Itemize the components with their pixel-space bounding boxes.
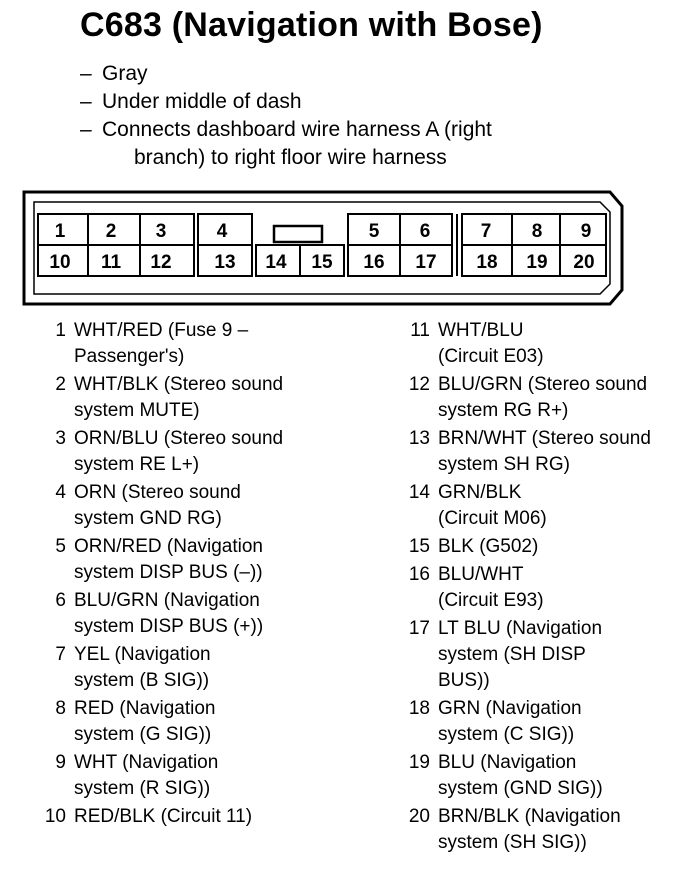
pin-number: 7 xyxy=(55,644,66,665)
pin-item xyxy=(34,588,364,640)
cavity-number: 15 xyxy=(311,252,333,273)
note-text: Gray xyxy=(102,62,148,85)
note-color xyxy=(80,60,622,88)
pin-description: GRN (Navigation system (C SIG)) xyxy=(438,698,582,745)
page-title: C683 (Navigation with Bose) xyxy=(80,6,543,44)
pin-item xyxy=(34,480,364,532)
cavity-number: 17 xyxy=(415,252,437,273)
note-line-2: branch) to right floor wire harness xyxy=(134,146,447,169)
cavity-number: 12 xyxy=(150,252,172,273)
pin-item xyxy=(398,696,684,748)
pin-number: 15 xyxy=(408,536,430,557)
pin-description: BLU/WHT (Circuit E93) xyxy=(438,564,544,611)
note-text xyxy=(102,116,622,172)
pin-number: 6 xyxy=(55,590,66,611)
pin-item xyxy=(34,804,364,830)
cavity-number: 1 xyxy=(54,221,66,242)
pin-number: 4 xyxy=(55,482,66,503)
pin-item xyxy=(398,534,684,560)
pin-item xyxy=(34,426,364,478)
pin-item xyxy=(398,804,684,856)
pin-number: 9 xyxy=(55,752,66,773)
cavity-number: 11 xyxy=(100,252,122,273)
cavity-number: 5 xyxy=(368,221,380,242)
pin-description: BLU/GRN (Navigation system DISP BUS (+)) xyxy=(74,590,264,637)
pin-item xyxy=(398,750,684,802)
pin-description: WHT/RED (Fuse 9 – Passenger's) xyxy=(74,320,249,367)
pin-number: 10 xyxy=(44,806,66,827)
cavity-number: 16 xyxy=(363,252,385,273)
pin-description: WHT/BLK (Stereo sound system MUTE) xyxy=(74,374,284,421)
cavity-number: 19 xyxy=(526,252,548,273)
pin-description: RED (Navigation system (G SIG)) xyxy=(74,698,216,745)
pin-number: 14 xyxy=(408,482,430,503)
pin-number: 2 xyxy=(55,374,66,395)
pin-number: 17 xyxy=(408,618,430,639)
note-connects xyxy=(80,116,622,172)
connector-diagram xyxy=(0,186,688,316)
pin-item xyxy=(398,318,684,370)
cavity-number: 6 xyxy=(419,221,431,242)
pin-description: BRN/WHT (Stereo sound system SH RG) xyxy=(438,428,651,475)
pin-number: 12 xyxy=(408,374,430,395)
note-dash: – xyxy=(80,90,92,113)
cavity-number: 7 xyxy=(480,221,492,242)
pin-item xyxy=(398,372,684,424)
cavity-number: 20 xyxy=(573,252,595,273)
pin-number: 19 xyxy=(408,752,430,773)
cavity-number: 2 xyxy=(105,221,117,242)
pin-item xyxy=(34,642,364,694)
cavity-number: 4 xyxy=(216,221,228,242)
connector-inner-outline xyxy=(34,202,610,294)
pin-item xyxy=(34,534,364,586)
cavity-number: 8 xyxy=(531,221,543,242)
note-line-1: Connects dashboard wire harness A (right xyxy=(102,118,492,141)
pin-item xyxy=(398,426,684,478)
pin-description: ORN/BLU (Stereo sound system RE L+) xyxy=(74,428,284,475)
pin-list-left xyxy=(34,318,364,832)
pin-number: 3 xyxy=(55,428,66,449)
connector-notes xyxy=(80,60,622,172)
pin-description: WHT (Navigation system (R SIG)) xyxy=(74,752,219,799)
lock-tab xyxy=(274,226,322,242)
note-dash: – xyxy=(80,62,92,85)
pin-item xyxy=(398,562,684,614)
pin-number: 20 xyxy=(408,806,430,827)
pin-description: WHT/BLU (Circuit E03) xyxy=(438,320,544,367)
note-text: Under middle of dash xyxy=(102,90,302,113)
pin-description: ORN/RED (Navigation system DISP BUS (–)) xyxy=(74,536,263,583)
pin-item xyxy=(398,616,684,694)
cavity-number: 9 xyxy=(580,221,592,242)
pin-description: GRN/BLK (Circuit M06) xyxy=(438,482,547,529)
pin-description: BLU (Navigation system (GND SIG)) xyxy=(438,752,603,799)
pin-item xyxy=(398,480,684,532)
pin-description: ORN (Stereo sound system GND RG) xyxy=(74,482,241,529)
pin-number: 18 xyxy=(408,698,430,719)
cavity-number: 3 xyxy=(155,221,167,242)
connector-housing xyxy=(24,192,622,304)
pin-number: 13 xyxy=(408,428,430,449)
pin-item xyxy=(34,696,364,748)
pin-number: 8 xyxy=(55,698,66,719)
cavity-number: 18 xyxy=(476,252,498,273)
pin-number: 11 xyxy=(410,320,430,341)
pin-number: 5 xyxy=(55,536,66,557)
pin-item xyxy=(34,750,364,802)
cavity-number: 10 xyxy=(49,252,71,273)
pin-description: BLU/GRN (Stereo sound system RG R+) xyxy=(438,374,648,421)
pin-list-right xyxy=(398,318,684,858)
cavity-number: 13 xyxy=(214,252,236,273)
pin-description: BRN/BLK (Navigation system (SH SIG)) xyxy=(438,806,621,853)
pin-description: RED/BLK (Circuit 11) xyxy=(74,806,253,827)
note-location xyxy=(80,88,622,116)
note-dash: – xyxy=(80,118,92,141)
pin-number: 16 xyxy=(408,564,430,585)
pin-item xyxy=(34,372,364,424)
pin-description: LT BLU (Navigation system (SH DISP BUS)) xyxy=(438,618,603,691)
pin-description: YEL (Navigation system (B SIG)) xyxy=(74,644,211,691)
cavity-number: 14 xyxy=(265,252,287,273)
pin-item xyxy=(34,318,364,370)
pin-description: BLK (G502) xyxy=(438,536,539,557)
pin-number: 1 xyxy=(55,320,66,341)
